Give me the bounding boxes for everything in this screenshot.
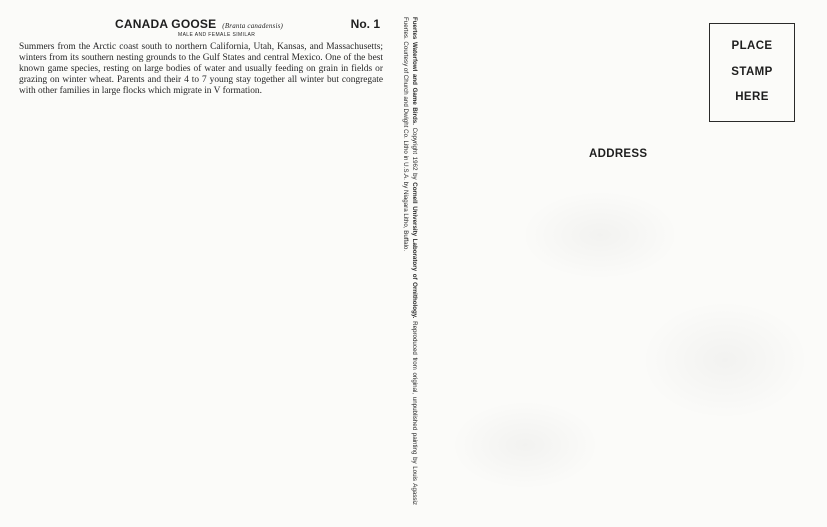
species-name: CANADA GOOSE [115,17,217,31]
credit-text [401,17,419,505]
paper-stain [450,400,600,490]
title-row [19,17,381,33]
credit-reproduction: Reproduced from original, unpublished painting by Louis Agassiz Fuertes. Courtesy of Church and Dwight Co. Litho in U.S.A. by Niagara Litho, Buffalo. [402,17,418,505]
sex-note: MALE AND FEMALE SIMILAR [178,32,256,38]
stamp-line-stamp: STAMP [731,65,773,78]
credit-series: Fuertes Waterfowl and Game Birds. [411,17,418,125]
paper-stain [640,300,810,420]
credit-copyright: Copyright 1962 by [411,124,418,183]
scientific-name: (Branta canadensis) [222,22,284,30]
stamp-box [709,23,795,122]
card-number: No. 1 [350,17,380,31]
address-label: ADDRESS [589,148,648,160]
paper-stain [520,190,680,280]
credit-line [397,17,421,505]
species-description: Summers from the Arctic coast south to northern California, Utah, Kansas, and Massachusetts; winters from its southern nesting grounds to the Gulf States and central Mexico. One of the best known game species, resting on large bodies of water and usually feeding on grain in fields or grazing on winter wheat. Parents and their 4 to 7 young stay together all winter but congregate with other families in large flocks which migrate in V formation. [19,42,383,96]
stamp-line-here: HERE [735,91,769,104]
species-title [115,17,283,31]
credit-lab: Cornell University Laboratory of Ornithology. [411,182,418,319]
stamp-line-place: PLACE [731,40,773,53]
